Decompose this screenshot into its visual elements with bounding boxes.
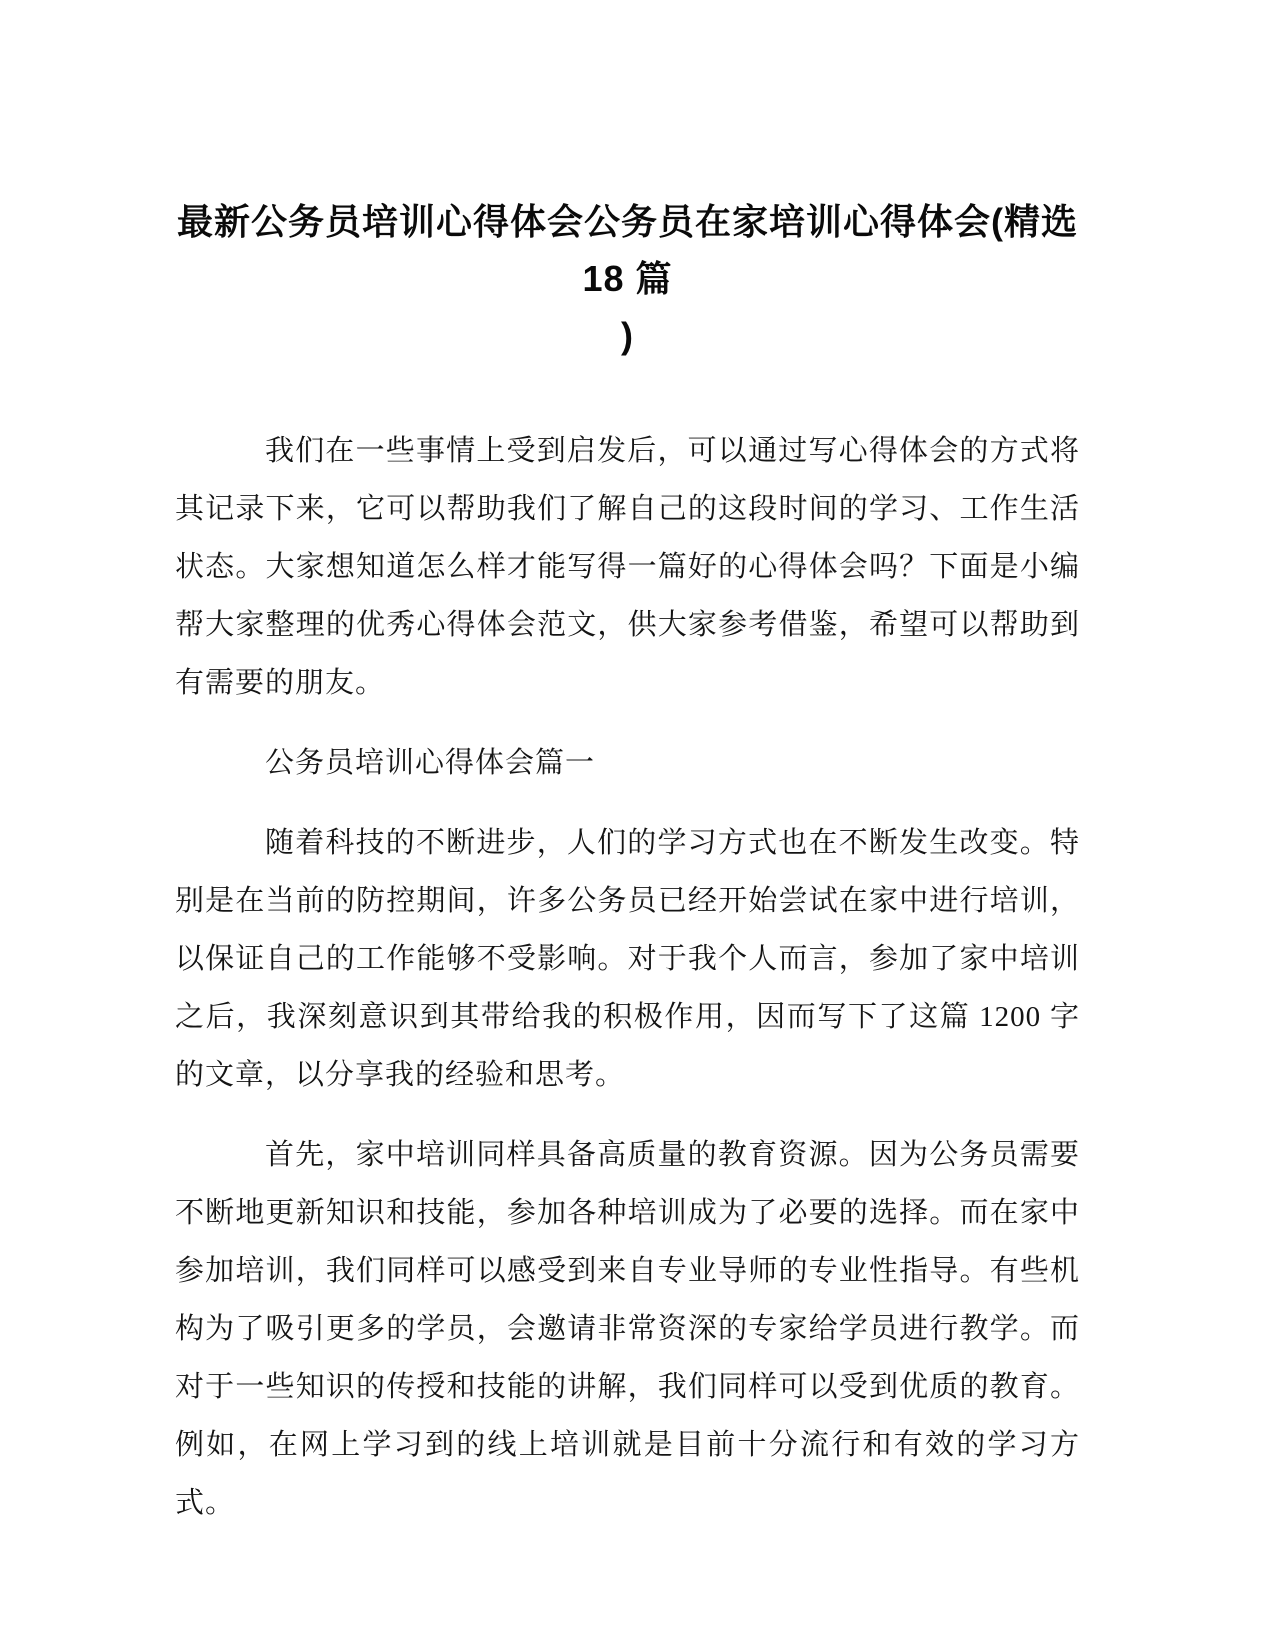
paragraph-body-1: 随着科技的不断进步，人们的学习方式也在不断发生改变。特别是在当前的防控期间，许多公务员已经开始尝试在家中进行培训，以保证自己的工作能够不受影响。对于我个人而言，参加了家中培训之后，我深刻意识到其带给我的积极作用，因而写下了这篇 1200 字的文章，以分享我的经验和思考。: [175, 827, 1080, 1091]
page-title-line-2: ): [621, 315, 634, 356]
paragraph-body-2: 首先，家中培训同样具备高质量的教育资源。因为公务员需要不断地更新知识和技能，参加各种培训成为了必要的选择。而在家中参加培训，我们同样可以感受到来自专业导师的专业性指导。有些机构为了吸引更多的学员，会邀请非常资深的专家给学员进行教学。而对于一些知识的传授和技能的讲解，我们同样可以受到优质的教育。例如，在网上学习到的线上培训就是目前十分流行和有效的学习方式。: [175, 1139, 1080, 1519]
paragraph-intro: 我们在一些事情上受到启发后，可以通过写心得体会的方式将其记录下来，它可以帮助我们了解自己的这段时间的学习、工作生活状态。大家想知道怎么样才能写得一篇好的心得体会吗？下面是小编帮大家整理的优秀心得体会范文，供大家参考借鉴，希望可以帮助到有需要的朋友。: [175, 435, 1080, 699]
paragraph-section-heading: 公务员培训心得体会篇一: [265, 747, 596, 779]
page-title: [175, 193, 1080, 364]
page-title-line-1: 最新公务员培训心得体会公务员在家培训心得体会(精选 18 篇: [177, 201, 1078, 299]
document-content: [175, 193, 1080, 1554]
